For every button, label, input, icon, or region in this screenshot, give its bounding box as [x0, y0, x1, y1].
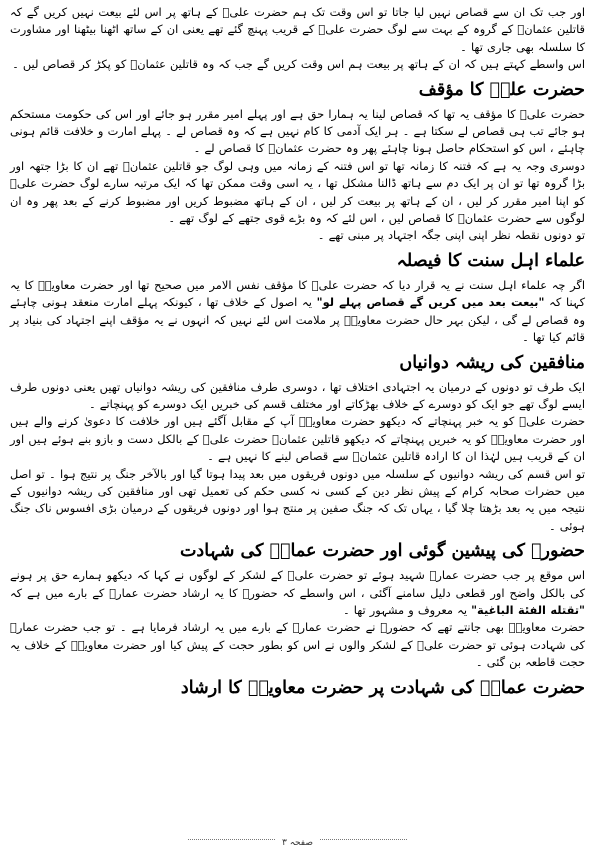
page-number: صفحہ ۳	[276, 838, 319, 848]
section3-paragraph-3: تو اس قسم کی ریشہ دوانیوں کے سلسلہ میں دونوں فریقوں میں بعد پیدا ہوتا گیا اور بالآخر جنگ پر نتیج ہوا ۔ تو اصل میں حضرات صحابہ کرام کے پیش نظر دین کے کسی نہ کسی حکم کی تعمیل تھی اور منافقین کی ریشہ دوانیوں کے نتیجہ میں یہ بعد بڑھتا چلا گیا ، یہاں تک کہ جنگ صفین پر منتج ہوا اور دونوں فریقوں کے درمیان بڑی افسوس ناک جنگ ہوئی ۔	[10, 466, 585, 533]
section-heading-prophecy-ammar: حضورﷺ کی پیشین گوئی اور حضرت عمارؓ کی شہادت	[179, 541, 585, 562]
section4-paragraph-2: حضرت معاویہؓ بھی جانتے تھے کہ حضورﷺ نے حضرت عمارؓ کے بارے میں یہ ارشاد فرمایا ہے ۔ تو جب حضرت عمارؓ کی شہادت ہوئی تو حضرت علیؓ کے لشکر والوں نے اس کو بطور حجت کے پیش کیا اور حضرت معاویہؓ کے خلاف یہ حجت قاطعہ بن گئی ۔	[10, 620, 585, 670]
intro-paragraph-1: اور جب تک ان سے قصاص نہیں لیا جاتا تو اس وقت تک ہم حضرت علیؓ کے ہاتھ پر اس لئے بیعت نہیں کریں گے کہ قاتلین عثمانؓ کے گروہ کے بہت سے لوگ حضرت علیؓ کے قریب پہنچ گئے تھے یعنی ان کے ساتھ اٹھنا بیٹھنا اور مشاورت کا سلسلہ بھی جاری تھا ۔	[10, 5, 585, 54]
page-footer	[0, 830, 595, 849]
section4-text-b: یہ معروف و مشہور تھا ۔	[342, 602, 467, 617]
section1-paragraph-2: دوسری وجہ یہ ہے کہ فتنہ کا زمانہ تھا تو اس فتنہ کے زمانہ میں وہی لوگ جو قاتلین عثمانؓ تھے ان کا بڑا جتھہ اور بڑا گروہ تھا تو ان پر ایک دم سے ہاتھ ڈالنا مشکل تھا ، یہ اسی وقت ممکن تھا کہ ایک مرتبہ سارے لوگ حضرت علیؓ کو اپنا امیر مقرر کر لیں ، ان کے ہاتھ پر بیعت کر لیں ، ان کے ہاتھ مضبوط کریں اور مضبوط کرنے کے بعد پھر وہ ان لوگوں سے حضرت عثمانؓ کا قصاص لیں ، اس لئے کہ وہ بڑے قوی جتھے کے لوگ تھے ۔	[10, 158, 585, 226]
section2-quote: "بیعت بعد میں کریں گے قصاص پہلے لو"	[316, 295, 545, 310]
section1-paragraph-3: تو دونوں نقطہ نظر اپنی اپنی جگہ اجتہاد پر مبنی تھے ۔	[317, 228, 585, 243]
section4-paragraph-1	[10, 567, 585, 619]
section4-text-a: اس موقع پر جب حضرت عمارؓ شہید ہوئے تو حضرت علیؓ کے لشکر کے لوگوں نے کہا کہ دیکھو ہمارے حق پر ہونے کی بالکل واضح اور قطعی دلیل سامنے آگئی ، اس واسطے کہ حضورﷺ کا یہ ارشاد حضرت عمارؓ کے بارے میں ہے کہ	[10, 568, 585, 600]
section-heading-muawiya-statement: حضرت عمارؓ کی شہادت پر حضرت معاویہؓ کا ارشاد	[180, 677, 585, 698]
section3-paragraph-2: حضرت علیؓ کو یہ خبر پہنچاتے کہ دیکھو حضرت معاویہؓ آپ کے مقابل آگئے ہیں اور خلافت کا دعویٰ کرنے والے ہیں اور حضرت معاویہؓ کو یہ خبریں پہنچاتے کہ دیکھو قاتلین عثمانؓ حضرت علیؓ کے بالکل دست و بازو بنے ہوئے ہیں اور ان کے قریب ہیں لہٰذا ان کا ارادہ قاتلین عثمانؓ سے قصاص لینے کا نہیں ہے ۔	[10, 414, 585, 464]
section-heading-ali-position: حضرت علیؓ کا مؤقف	[418, 79, 585, 100]
section-heading-munafiqeen: منافقین کی ریشہ دوانیاں	[399, 352, 585, 373]
intro-paragraph-2: اس واسطے کہتے ہیں کہ ان کے ہاتھ پر بیعت ہم اس وقت کریں گے جب کہ وہ قاتلین عثمانؓ کو پکڑ کر قصاص لیں ۔	[12, 57, 585, 72]
section-heading-ahl-sunnat-verdict: علماء اہل سنت کا فیصلہ	[396, 250, 585, 271]
section2-text-a: اگر چہ علماء اہل سنت نے یہ قرار دیا کہ حضرت علیؓ کا مؤقف نفس الامر میں صحیح تھا اور حضرت معاویہؓ کا یہ کہنا کہ	[10, 277, 586, 310]
section2-paragraph-1	[10, 277, 585, 347]
section4-quote: "تقتله الفئة الباغية"	[471, 602, 585, 617]
section2-text-b: یہ اصول کے خلاف تھا ، کیونکہ پہلے امارت منعقد ہونی چاہئے وہ قصاص لے گی ، لیکن بہر حال حضرت معاویہؓ پر ملامت اس لئے نہیں کہ انہوں نے یہ مؤقف اپنے اجتہاد کی بنیاد پر قائم کیا تھا ۔	[10, 295, 585, 345]
section3-paragraph-1: ایک طرف تو دونوں کے درمیان یہ اجتہادی اختلاف تھا ، دوسری طرف منافقین کی ریشہ دوانیاں تھیں یعنی دونوں طرف ایسے لوگ تھے جو ایک کو دوسرے کے خلاف بھڑکاتے اور مختلف قسم کی خبریں ایک دوسرے کو پہنچاتے ۔	[10, 379, 585, 411]
section1-paragraph-1: حضرت علیؓ کا مؤقف یہ تھا کہ قصاص لینا یہ ہمارا حق ہے اور پہلے امیر مقرر ہو جائے اور اس کی حکومت مستحکم ہو جائے تب ہی قصاص لے سکتا ہے ۔ ہر ایک آدمی کا کام نہیں ہے کہ وہ قصاص لے ۔ پہلے امارت و خلافت قائم ہونی چاہئے ، اس کو استحکام حاصل ہونا چاہئے پھر وہ حضرت عثمانؓ کا قصاص لے ۔	[10, 106, 585, 156]
